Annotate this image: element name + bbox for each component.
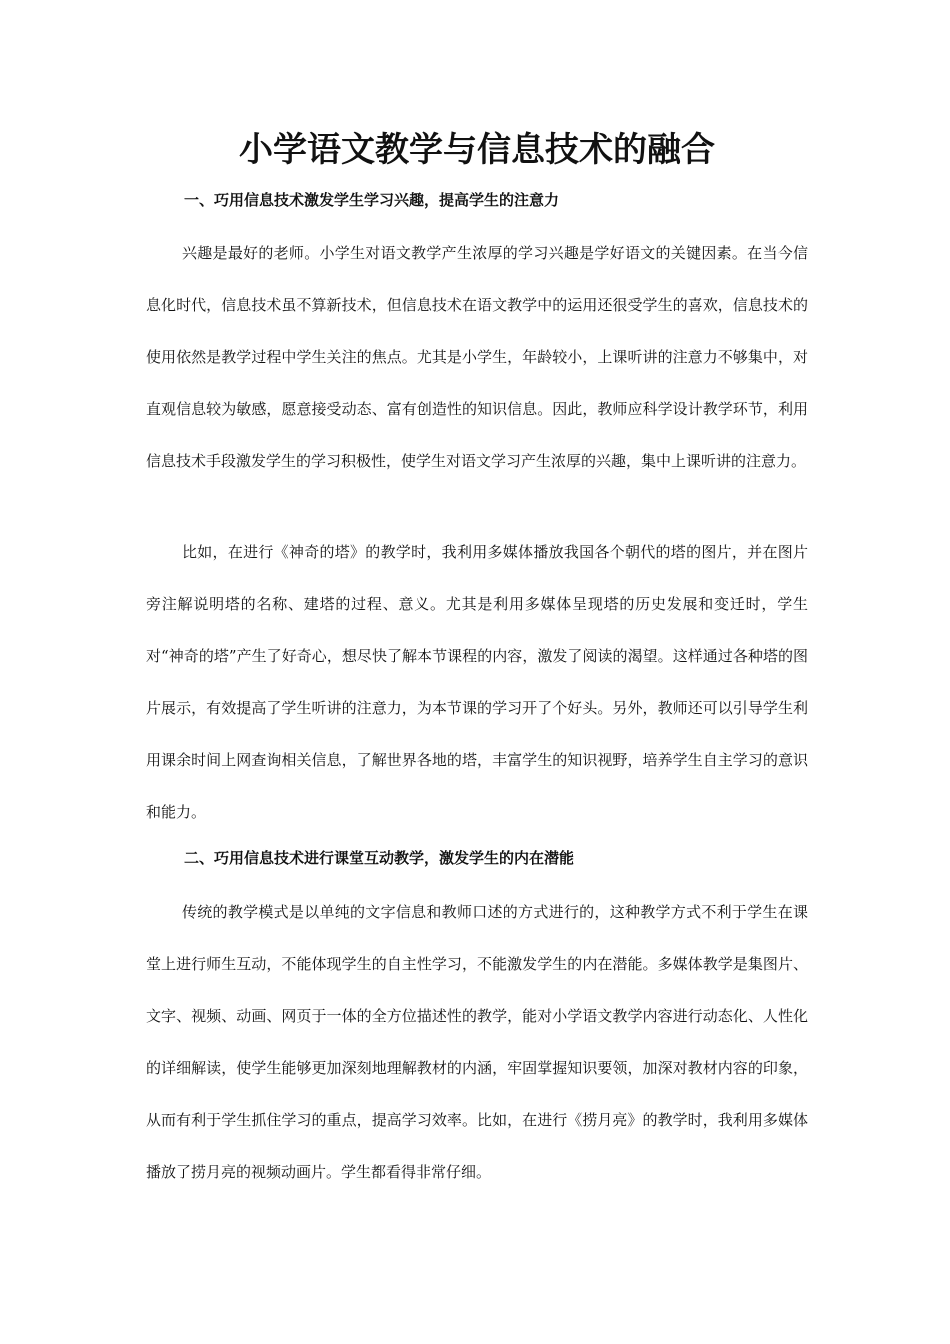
section-2-paragraph-1: 传统的教学模式是以单纯的文字信息和教师口述的方式进行的，这种教学方式不利于学生在课堂上进行师生互动，不能体现学生的自主性学习，不能激发学生的内在潜能。多媒体教学是集图片、文字、视频、动画、网页于一体的全方位描述性的教学，能对小学语文教学内容进行动态化、人性化的详细解读，使学生能够更加深刻地理解教材的内涵，牢固掌握知识要领，加深对教材内容的印象，从而有利于学生抓住学习的重点，提高学习效率。比如，在进行《捞月亮》的教学时，我利用多媒体播放了捞月亮的视频动画片。学生都看得非常仔细。 <box>146 903 808 1181</box>
document-title: 小学语文教学与信息技术的融合 <box>239 130 715 170</box>
section-1-paragraph-1: 兴趣是最好的老师。小学生对语文教学产生浓厚的学习兴趣是学好语文的关键因素。在当今信息化时代，信息技术虽不算新技术，但信息技术在语文教学中的运用还很受学生的喜欢，信息技术的使用依然是教学过程中学生关注的焦点。尤其是小学生，年龄较小，上课听讲的注意力不够集中，对直观信息较为敏感，愿意接受动态、富有创造性的知识信息。因此，教师应科学设计教学环节，利用信息技术手段激发学生的学习积极性，使学生对语文学习产生浓厚的兴趣，集中上课听讲的注意力。 <box>146 244 808 470</box>
section-1-heading: 一、巧用信息技术激发学生学习兴趣，提高学生的注意力 <box>184 191 560 209</box>
section-1-paragraph-2: 比如，在进行《神奇的塔》的教学时，我利用多媒体播放我国各个朝代的塔的图片，并在图片旁注解说明塔的名称、建塔的过程、意义。尤其是利用多媒体呈现塔的历史发展和变迁时，学生对“神奇的塔”产生了好奇心，想尽快了解本节课程的内容，激发了阅读的渴望。这样通过各种塔的图片展示，有效提高了学生听讲的注意力，为本节课的学习开了个好头。另外，教师还可以引导学生利用课余时间上网查询相关信息，了解世界各地的塔，丰富学生的知识视野，培养学生自主学习的意识和能力。 <box>146 543 808 821</box>
section-2-heading: 二、巧用信息技术进行课堂互动教学，激发学生的内在潜能 <box>184 849 575 867</box>
